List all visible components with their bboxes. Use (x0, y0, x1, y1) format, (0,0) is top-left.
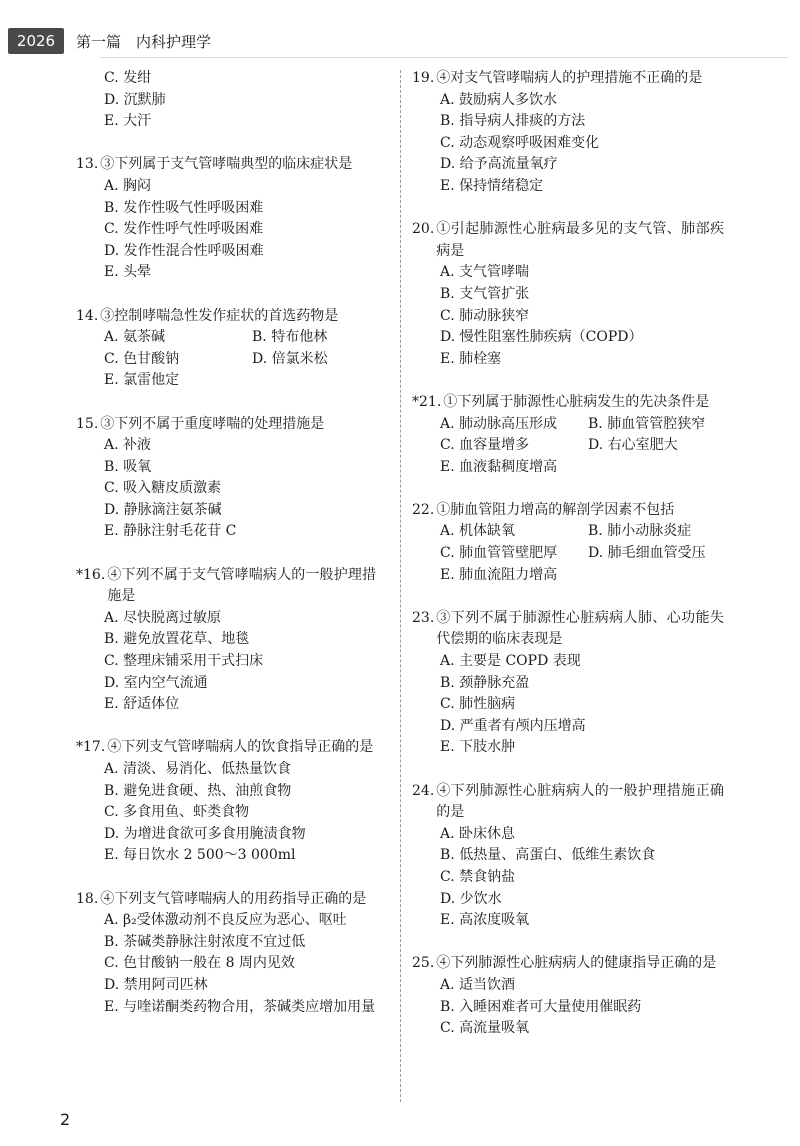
question-23 (412, 608, 724, 759)
option-d: D. 为增进食欲可多食用腌渍食物 (104, 825, 306, 842)
page-header (0, 22, 800, 58)
option-a: A. 卧床休息 (440, 825, 516, 842)
option-c: C. 肺动脉狭窄 (440, 307, 530, 324)
question-number: 25. (412, 955, 435, 972)
option-b: B. 吸氧 (104, 458, 152, 475)
question-stem: ④对支气管哮喘病人的护理措施不正确的是 (436, 70, 703, 86)
question-number: 18. (76, 890, 99, 907)
option-e: E. 高浓度吸氧 (440, 912, 530, 929)
option-e: E. 静脉注射毛花苷 C (104, 523, 237, 540)
option-c: C. 肺性脑病 (440, 696, 516, 713)
option-d: D. 沉默肺 (104, 91, 166, 108)
option-c: C. 肺血管管壁肥厚 (440, 545, 558, 562)
question-number: 24. (412, 782, 435, 799)
question-stem: ③下列不属于肺源性心脏病病人肺、心功能失代偿期的临床表现是 (436, 609, 724, 648)
column-divider (400, 70, 401, 1102)
question-stem: ④下列肺源性心脏病病人的健康指导正确的是 (436, 955, 717, 972)
option-b: B. 低热量、高蛋白、低维生素饮食 (440, 847, 656, 864)
option-a: A. 尽快脱离过敏原 (104, 609, 222, 626)
option-c: C. 禁食钠盐 (440, 868, 516, 885)
option-a: A. 鼓励病人多饮水 (440, 91, 558, 108)
question-number: 13. (76, 156, 99, 173)
option-b: B. 肺小动脉炎症 (588, 523, 692, 540)
question-stem: ④下列肺源性心脏病病人的一般护理措施正确的是 (436, 782, 724, 821)
question-number: *21. (412, 393, 442, 410)
option-a: A. 氨茶碱 (104, 329, 166, 346)
option-d: D. 发作性混合性呼吸困难 (104, 242, 264, 259)
option-d: D. 静脉滴注氨茶碱 (104, 501, 222, 518)
question-stem: ④下列支气管哮喘病人的用药指导正确的是 (100, 890, 367, 907)
question-stem: ③下列不属于重度哮喘的处理措施是 (100, 415, 325, 432)
question-13 (76, 154, 376, 284)
option-e: E. 血液黏稠度增高 (440, 458, 558, 475)
option-a: A. 机体缺氧 (440, 523, 516, 540)
option-e: E. 氯雷他定 (104, 372, 180, 389)
option-c: C. 血容量增多 (440, 437, 530, 454)
option-d: D. 严重者有颅内压增高 (440, 717, 586, 734)
option-a: A. 主要是 COPD 表现 (440, 653, 581, 670)
question-stem: ①下列属于肺源性心脏病发生的先决条件是 (443, 393, 710, 410)
option-d: D. 肺毛细血管受压 (588, 545, 706, 562)
option-d: D. 少饮水 (440, 890, 502, 907)
option-d: D. 慢性阻塞性肺疾病（COPD） (440, 329, 643, 346)
option-e: E. 与喹诺酮类药物合用，茶碱类应增加用量 (104, 998, 376, 1015)
option-b: B. 肺血管管腔狭窄 (588, 415, 706, 432)
question-number: *17. (76, 739, 106, 756)
left-column (76, 68, 376, 1018)
option-c: C. 色甘酸钠一般在 8 周内见效 (104, 955, 295, 972)
option-c: C. 发绀 (104, 70, 152, 86)
question-15 (76, 414, 376, 544)
option-a: A. β₂受体激动剂不良反应为恶心、呕吐 (104, 912, 347, 929)
option-c: C. 整理床铺采用干式扫床 (104, 653, 264, 670)
option-a: A. 胸闷 (104, 177, 152, 194)
option-a: A. 补液 (104, 437, 152, 454)
question-25 (412, 953, 724, 1039)
option-b: B. 避免进食硬、热、油煎食物 (104, 782, 292, 799)
header-divider (100, 57, 788, 58)
option-e: E. 舒适体位 (104, 696, 180, 713)
option-c: C. 多食用鱼、虾类食物 (104, 804, 250, 821)
option-c: C. 高流量吸氧 (440, 1020, 530, 1037)
option-e: E. 头晕 (104, 264, 152, 281)
option-b: B. 入睡困难者可大量使用催眠药 (440, 998, 642, 1015)
question-number: 15. (76, 415, 99, 432)
question-19 (412, 68, 724, 198)
option-e: E. 大汗 (104, 113, 152, 130)
section-title: 第一篇 内科护理学 (76, 33, 212, 51)
question-stem: ④下列支气管哮喘病人的饮食指导正确的是 (107, 739, 374, 756)
option-b: B. 颈静脉充盈 (440, 674, 530, 691)
right-column (412, 68, 724, 1040)
option-a: A. 清淡、易消化、低热量饮食 (104, 761, 292, 777)
question-20 (412, 219, 724, 370)
question-14 (76, 306, 376, 392)
question-stem: ①肺血管阻力增高的解剖学因素不包括 (436, 501, 675, 518)
option-d: D. 给予高流量氧疗 (440, 156, 558, 173)
option-e: E. 每日饮水 2 500～3 000ml (104, 847, 296, 864)
question-stem: ④下列不属于支气管哮喘病人的一般护理措施是 (107, 566, 376, 605)
question-number: 23. (412, 609, 435, 626)
option-b: B. 茶碱类静脉注射浓度不宜过低 (104, 933, 306, 950)
question-number: 22. (412, 501, 435, 518)
option-a: A. 肺动脉高压形成 (440, 415, 558, 432)
option-c: C. 吸入糖皮质激素 (104, 480, 222, 497)
option-a: A. 支气管哮喘 (440, 264, 530, 281)
option-b: B. 特布他林 (252, 329, 328, 346)
question-number: *16. (76, 566, 106, 583)
option-c: C. 色甘酸钠 (104, 350, 180, 367)
option-d: D. 室内空气流通 (104, 674, 208, 691)
option-b: B. 支气管扩张 (440, 285, 530, 302)
year-badge: 2026 (8, 28, 64, 54)
question-16 (76, 565, 376, 716)
option-c: C. 发作性呼气性呼吸困难 (104, 221, 264, 238)
question-12-continued (76, 68, 376, 133)
option-a: A. 适当饮酒 (440, 976, 516, 993)
question-number: 20. (412, 221, 435, 238)
option-b: B. 指导病人排痰的方法 (440, 113, 586, 130)
option-b: B. 发作性吸气性呼吸困难 (104, 199, 264, 216)
option-e: E. 肺血流阻力增高 (440, 566, 558, 583)
option-d: D. 倍氯米松 (252, 350, 328, 367)
option-e: E. 保持情绪稳定 (440, 177, 544, 194)
question-stem: ③控制哮喘急性发作症状的首选药物是 (100, 307, 339, 324)
question-17 (76, 737, 376, 867)
question-stem: ③下列属于支气管哮喘典型的临床症状是 (100, 156, 353, 173)
question-21 (412, 392, 724, 478)
option-c: C. 动态观察呼吸困难变化 (440, 134, 600, 151)
question-22 (412, 500, 724, 586)
option-d: D. 右心室肥大 (588, 437, 678, 454)
question-18 (76, 889, 376, 1019)
question-number: 14. (76, 307, 99, 324)
option-b: B. 避免放置花草、地毯 (104, 631, 250, 648)
option-e: E. 肺栓塞 (440, 350, 502, 367)
question-24 (412, 781, 724, 932)
option-d: D. 禁用阿司匹林 (104, 976, 208, 993)
option-e: E. 下肢水肿 (440, 739, 516, 756)
page-number: 2 (60, 1110, 71, 1129)
question-stem: ①引起肺源性心脏病最多见的支气管、肺部疾病是 (436, 221, 724, 259)
question-number: 19. (412, 70, 435, 86)
